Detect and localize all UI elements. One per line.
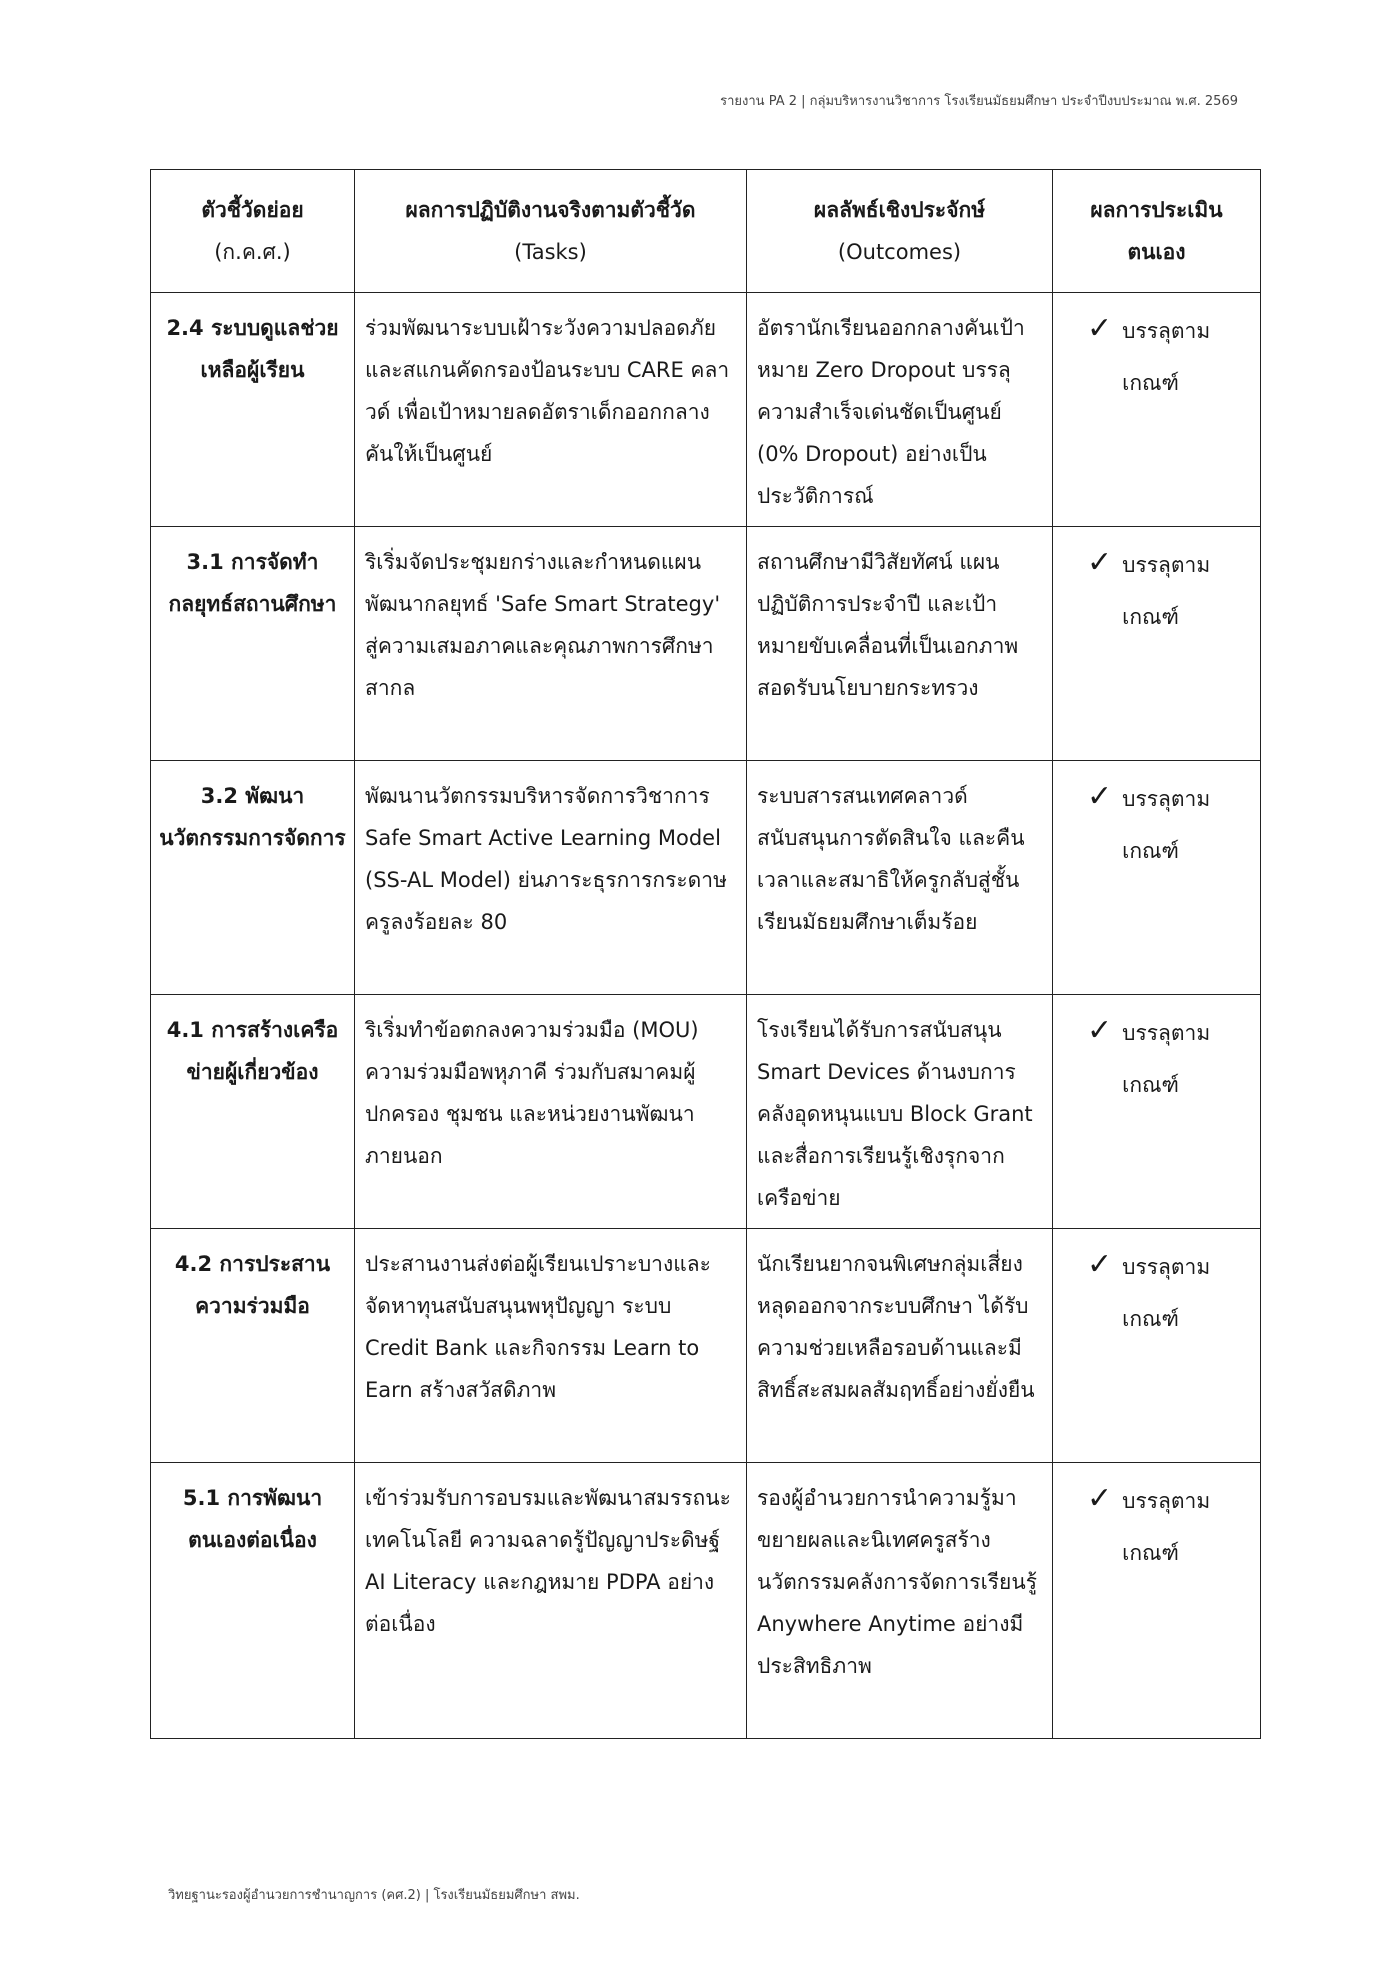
evaluation-cell [1053, 293, 1261, 527]
check-icon: ✓ [1087, 545, 1113, 580]
indicator-cell: 5.1 การพัฒนาตนเองต่อเนื่อง [151, 1463, 355, 1739]
header-outcomes [747, 170, 1053, 293]
evaluation-text: บรรลุตามเกณฑ์ [1122, 319, 1211, 395]
header-indicator-sub: (ก.ค.ศ.) [214, 240, 291, 264]
outcome-cell: สถานศึกษามีวิสัยทัศน์ แผนปฏิบัติการประจำปี และเป้าหมายขับเคลื่อนที่เป็นเอกภาพสอดรับนโยบายกระทรวง [747, 527, 1053, 761]
evaluation-cell [1053, 1463, 1261, 1739]
check-icon: ✓ [1087, 1247, 1113, 1282]
check-icon: ✓ [1087, 311, 1113, 346]
task-cell: ริเริ่มจัดประชุมยกร่างและกำหนดแผนพัฒนากลยุทธ์ 'Safe Smart Strategy' สู่ความเสมอภาคและคุณภาพการศึกษาสากล [355, 527, 747, 761]
task-cell: ริเริ่มทำข้อตกลงความร่วมมือ (MOU) ความร่วมมือพหุภาคี ร่วมกับสมาคมผู้ปกครอง ชุมชน และหน่วยงานพัฒนาภายนอก [355, 995, 747, 1229]
evaluation-cell [1053, 761, 1261, 995]
outcome-cell: นักเรียนยากจนพิเศษกลุ่มเสี่ยงหลุดออกจากระบบศึกษา ได้รับความช่วยเหลือรอบด้านและมีสิทธิ์สะสมผลสัมฤทธิ์อย่างยั่งยืน [747, 1229, 1053, 1463]
evaluation-text: บรรลุตามเกณฑ์ [1122, 1255, 1211, 1331]
outcome-cell: โรงเรียนได้รับการสนับสนุน Smart Devices ด้านงบการคลังอุดหนุนแบบ Block Grant และสื่อการเรียนรู้เชิงรุกจากเครือข่าย [747, 995, 1053, 1229]
header-evaluation-main: ผลการประเมิน [1090, 198, 1223, 222]
kpi-table [150, 169, 1261, 1739]
outcome-cell: ระบบสารสนเทศคลาวด์สนับสนุนการตัดสินใจ และคืนเวลาและสมาธิให้ครูกลับสู่ชั้นเรียนมัธยมศึกษาเต็มร้อย [747, 761, 1053, 995]
table-row [151, 995, 1261, 1229]
indicator-cell: 3.1 การจัดทำกลยุทธ์สถานศึกษา [151, 527, 355, 761]
indicator-cell: 2.4 ระบบดูแลช่วยเหลือผู้เรียน [151, 293, 355, 527]
evaluation-text: บรรลุตามเกณฑ์ [1122, 553, 1211, 629]
table-header-row [151, 170, 1261, 293]
table-row [151, 1463, 1261, 1739]
evaluation-cell [1053, 527, 1261, 761]
page-footer: วิทยฐานะรองผู้อำนวยการชำนาญการ (คศ.2) | โรงเรียนมัธยมศึกษา สพม. [168, 1888, 580, 1903]
page-header: รายงาน PA 2 | กลุ่มบริหารงานวิชาการ โรงเรียนมัธยมศึกษา ประจำปีงบประมาณ พ.ศ. 2569 [720, 94, 1238, 109]
header-tasks-main: ผลการปฏิบัติงานจริงตามตัวชี้วัด [405, 198, 696, 222]
evaluation-cell [1053, 1229, 1261, 1463]
task-cell: เข้าร่วมรับการอบรมและพัฒนาสมรรถนะเทคโนโลยี ความฉลาดรู้ปัญญาประดิษฐ์ AI Literacy และกฎหมาย PDPA อย่างต่อเนื่อง [355, 1463, 747, 1739]
header-evaluation-sub: ตนเอง [1127, 240, 1186, 264]
table-row [151, 761, 1261, 995]
evaluation-text: บรรลุตามเกณฑ์ [1122, 1021, 1211, 1097]
evaluation-text: บรรลุตามเกณฑ์ [1122, 787, 1211, 863]
task-cell: ประสานงานส่งต่อผู้เรียนเปราะบางและจัดหาทุนสนับสนุนพหุปัญญา ระบบ Credit Bank และกิจกรรม Learn to Earn สร้างสวัสดิภาพ [355, 1229, 747, 1463]
indicator-cell: 3.2 พัฒนานวัตกรรมการจัดการ [151, 761, 355, 995]
table-row [151, 293, 1261, 527]
header-indicator-main: ตัวชี้วัดย่อย [201, 198, 304, 222]
evaluation-text: บรรลุตามเกณฑ์ [1122, 1489, 1211, 1565]
task-cell: ร่วมพัฒนาระบบเฝ้าระวังความปลอดภัยและสแกนคัดกรองป้อนระบบ CARE คลาวด์ เพื่อเป้าหมายลดอัตราเด็กออกกลางคันให้เป็นศูนย์ [355, 293, 747, 527]
check-icon: ✓ [1087, 779, 1113, 814]
table-row [151, 527, 1261, 761]
indicator-cell: 4.1 การสร้างเครือข่ายผู้เกี่ยวข้อง [151, 995, 355, 1229]
header-tasks-sub: (Tasks) [514, 240, 587, 264]
header-indicator [151, 170, 355, 293]
outcome-cell: อัตรานักเรียนออกกลางคันเป้าหมาย Zero Dropout บรรลุความสำเร็จเด่นชัดเป็นศูนย์ (0% Dropout) อย่างเป็นประวัติการณ์ [747, 293, 1053, 527]
table-row [151, 1229, 1261, 1463]
check-icon: ✓ [1087, 1481, 1113, 1516]
outcome-cell: รองผู้อำนวยการนำความรู้มาขยายผลและนิเทศครูสร้างนวัตกรรมคลังการจัดการเรียนรู้ Anywhere Anytime อย่างมีประสิทธิภาพ [747, 1463, 1053, 1739]
indicator-cell: 4.2 การประสานความร่วมมือ [151, 1229, 355, 1463]
header-evaluation [1053, 170, 1261, 293]
header-outcomes-sub: (Outcomes) [837, 240, 962, 264]
header-tasks [355, 170, 747, 293]
check-icon: ✓ [1087, 1013, 1113, 1048]
evaluation-cell [1053, 995, 1261, 1229]
header-outcomes-main: ผลลัพธ์เชิงประจักษ์ [813, 198, 986, 222]
task-cell: พัฒนานวัตกรรมบริหารจัดการวิชาการ Safe Smart Active Learning Model (SS-AL Model) ย่นภาระธุรการกระดาษครูลงร้อยละ 80 [355, 761, 747, 995]
